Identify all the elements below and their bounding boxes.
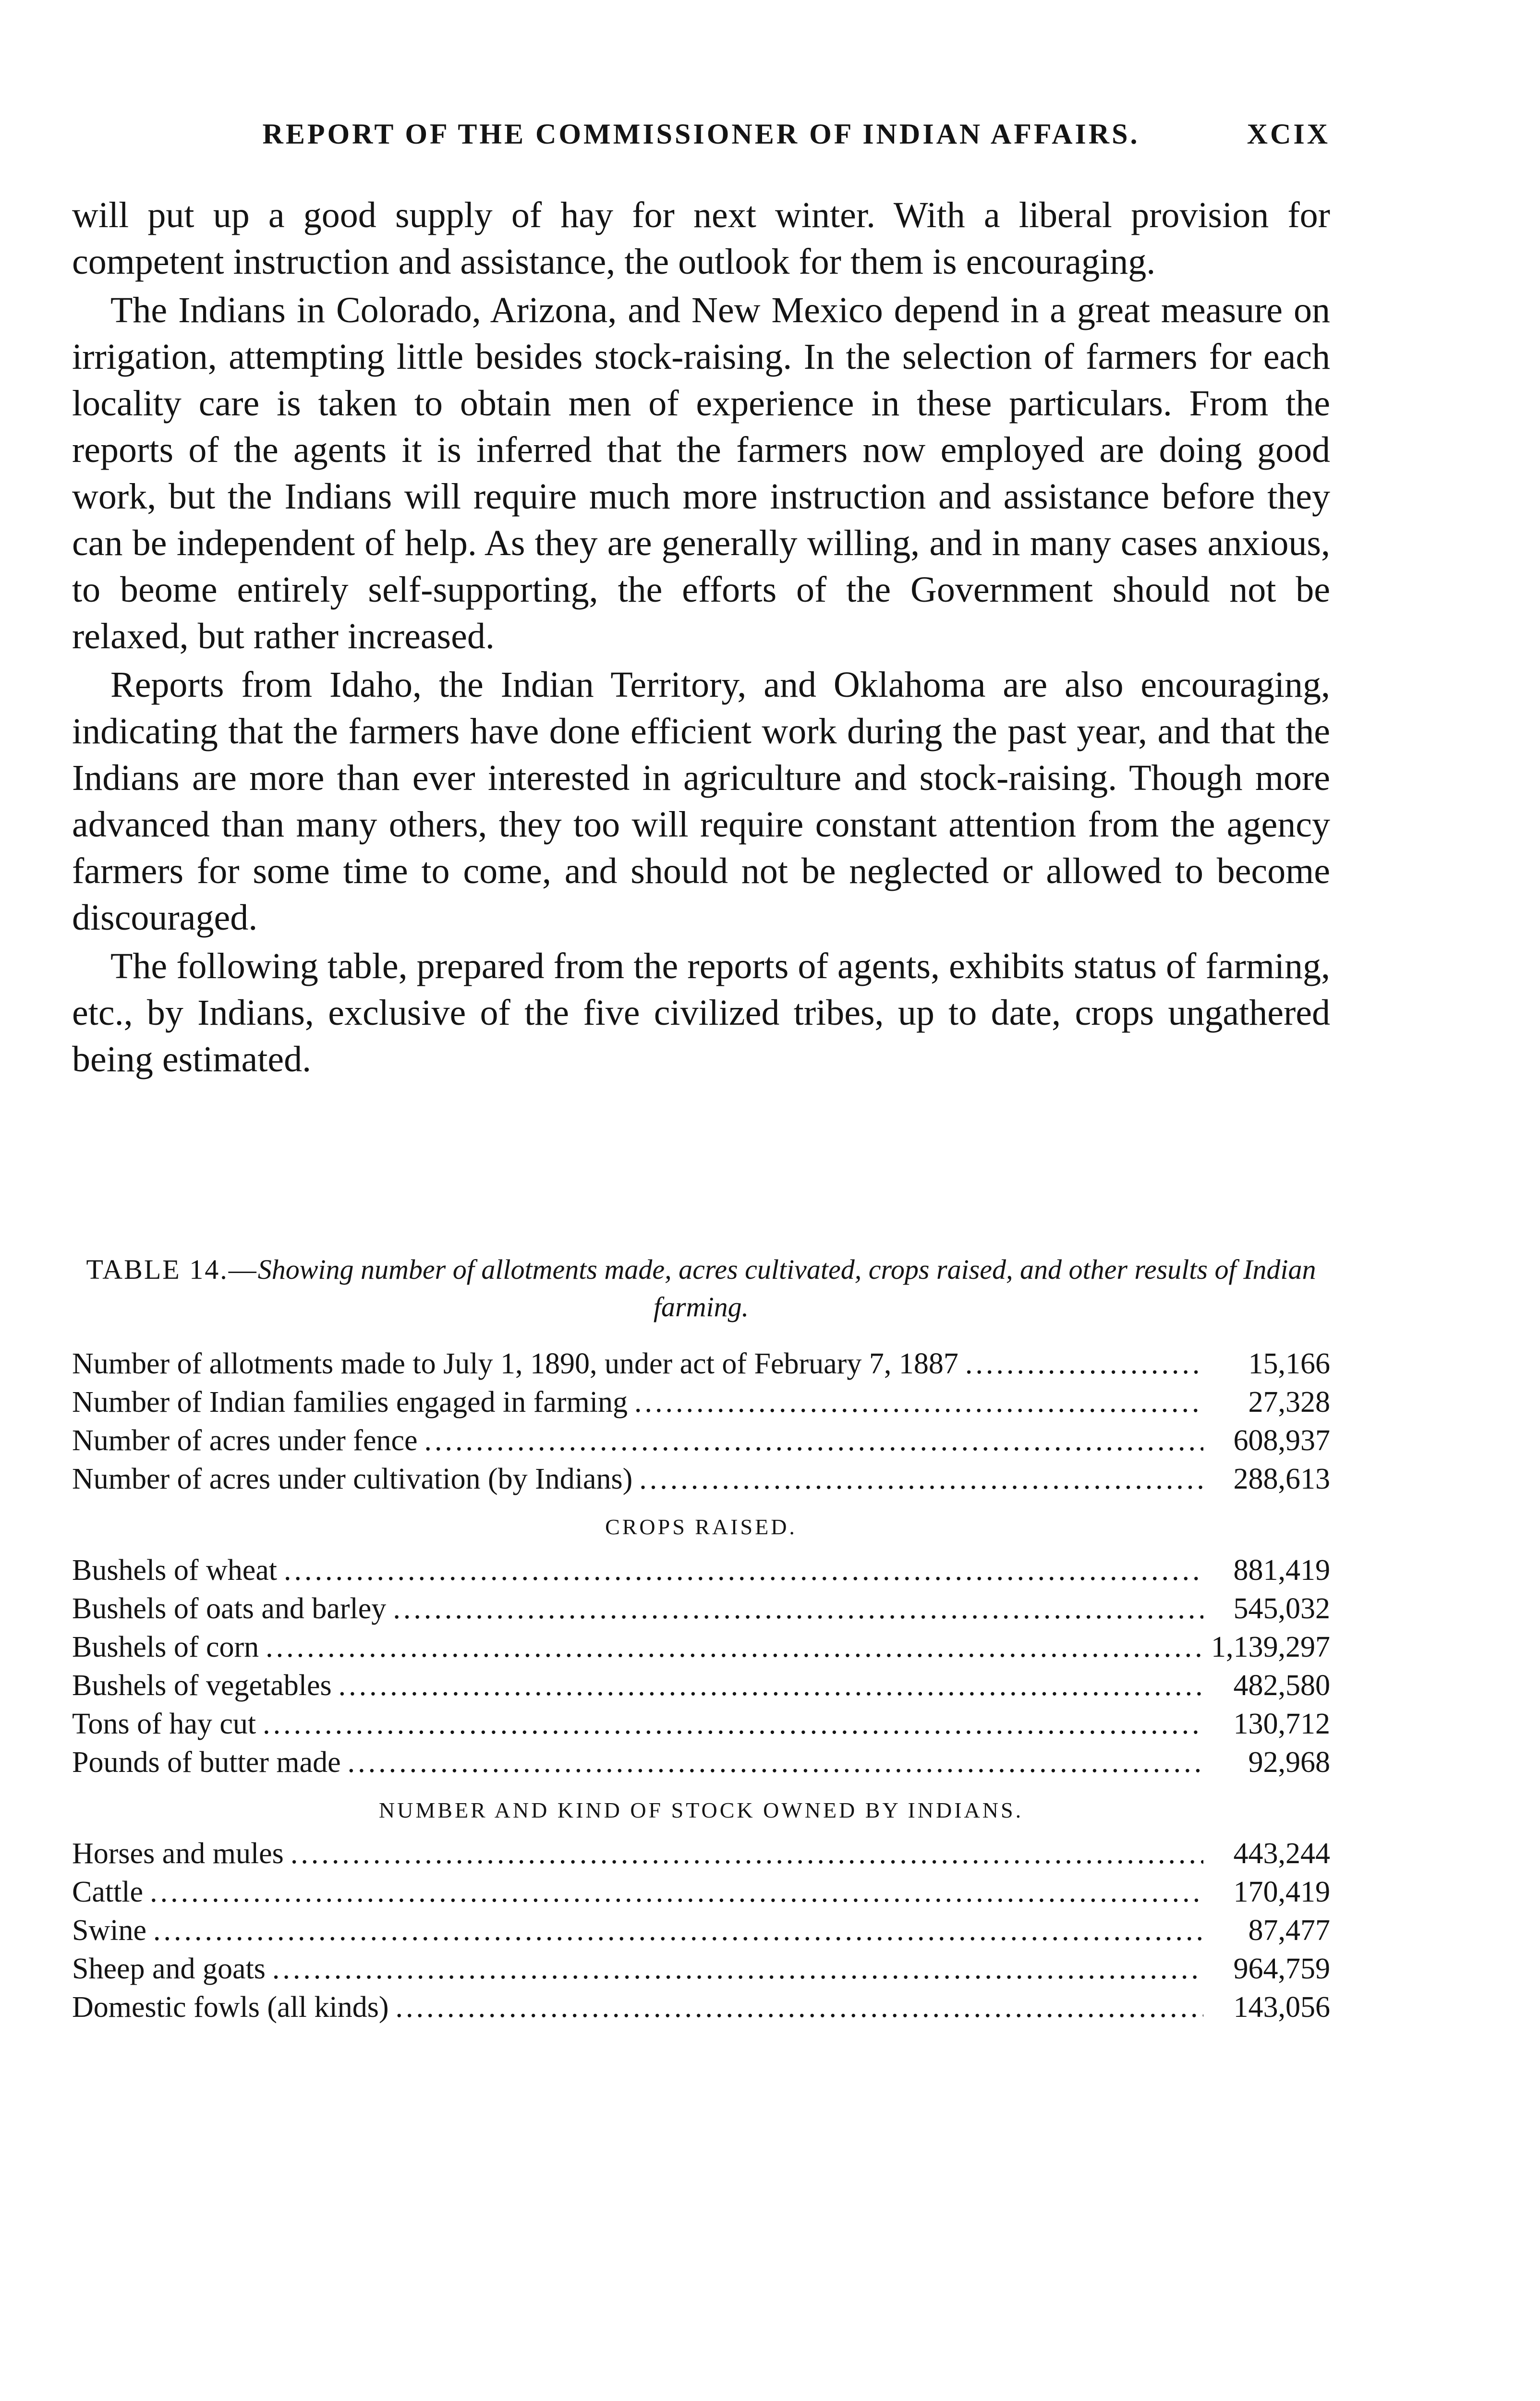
row-label: Bushels of vegetables bbox=[72, 1669, 332, 1702]
crops-section-heading: CROPS RAISED. bbox=[605, 1515, 797, 1539]
report-page bbox=[72, 0, 1330, 2401]
table-row bbox=[72, 1345, 1330, 1383]
paragraph-1: will put up a good supply of hay for next winter. With a liberal provision for competent instruction and assistance, the outlook for them is encouraging. bbox=[72, 195, 1330, 282]
row-label: Bushels of corn bbox=[72, 1631, 259, 1663]
table-description: Showing number of allotments made, acres cultivated, crops raised, and other results of Indian farming. bbox=[257, 1254, 1316, 1322]
table-row bbox=[72, 1950, 1330, 1988]
body-text bbox=[72, 192, 1330, 1085]
row-value: 288,613 bbox=[1233, 1463, 1330, 1495]
row-label: Sheep and goats bbox=[72, 1952, 266, 1985]
row-value: 881,419 bbox=[1233, 1554, 1330, 1587]
table-row bbox=[72, 1705, 1330, 1743]
stock-section-heading: NUMBER AND KIND OF STOCK OWNED BY INDIANS. bbox=[378, 1798, 1024, 1822]
table-row bbox=[72, 1911, 1330, 1950]
row-value: 964,759 bbox=[1233, 1952, 1330, 1985]
row-value: 143,056 bbox=[1233, 1991, 1330, 2024]
running-head-title: REPORT OF THE COMMISSIONER OF INDIAN AFFAIRS. bbox=[262, 118, 1140, 150]
table-row bbox=[72, 1988, 1330, 2026]
row-value: 545,032 bbox=[1233, 1592, 1330, 1625]
row-label: Tons of hay cut bbox=[72, 1708, 256, 1740]
table-row bbox=[72, 1873, 1330, 1911]
paragraph-4: The following table, prepared from the reports of agents, exhibits status of farming, etc., by Indians, exclusive of the five civilized tribes, up to date, crops ungathered being estimated. bbox=[72, 946, 1330, 1079]
table-caption bbox=[72, 1251, 1330, 1326]
row-value: 170,419 bbox=[1233, 1876, 1330, 1908]
row-value: 130,712 bbox=[1233, 1708, 1330, 1740]
row-label: Number of acres under fence bbox=[72, 1424, 418, 1457]
table-row bbox=[72, 1666, 1330, 1705]
row-value: 1,139,297 bbox=[1211, 1631, 1330, 1663]
table-row bbox=[72, 1460, 1330, 1498]
row-label: Horses and mules bbox=[72, 1837, 284, 1870]
table-row bbox=[72, 1589, 1330, 1628]
table-row bbox=[72, 1834, 1330, 1873]
row-label: Number of allotments made to July 1, 1890, under act of February 7, 1887 bbox=[72, 1347, 958, 1380]
paragraph-2: The Indians in Colorado, Arizona, and New Mexico depend in a great measure on irrigation, attempting little besides stock-raising. In the selection of farmers for each locality care is taken to obtain men of experience in these particulars. From the reports of the agents it is inferred that the farmers now employed are doing good work, but the Indians will require much more instruction and assistance before they can be independent of help. As they are generally willing, and in many cases anxious, to beome entirely self-supporting, the efforts of the Government should not be relaxed, but rather increased. bbox=[72, 290, 1330, 656]
table-label: TABLE 14.— bbox=[86, 1254, 258, 1285]
row-value: 482,580 bbox=[1233, 1669, 1330, 1702]
row-label: Number of acres under cultivation (by Indians) bbox=[72, 1463, 633, 1495]
row-label: Domestic fowls (all kinds) bbox=[72, 1991, 389, 2024]
row-label: Number of Indian families engaged in farming bbox=[72, 1386, 628, 1419]
row-label: Swine bbox=[72, 1914, 146, 1947]
paragraph-3: Reports from Idaho, the Indian Territory, and Oklahoma are also encouraging, indicating that the farmers have done efficient work during the past year, and that the Indians are more than ever interested in agriculture and stock-raising. Though more advanced than many others, they too will require constant attention from the agency farmers for some time to come, and should not be neglected or allowed to become discouraged. bbox=[72, 665, 1330, 938]
row-label: Cattle bbox=[72, 1876, 144, 1908]
row-value: 608,937 bbox=[1233, 1424, 1330, 1457]
row-label: Pounds of butter made bbox=[72, 1746, 341, 1779]
row-label: Bushels of oats and barley bbox=[72, 1592, 387, 1625]
row-value: 92,968 bbox=[1248, 1746, 1330, 1779]
farming-summary-table bbox=[72, 1345, 1330, 2026]
table-row bbox=[72, 1551, 1330, 1589]
row-label: Bushels of wheat bbox=[72, 1554, 278, 1587]
table-row bbox=[72, 1743, 1330, 1782]
row-value: 27,328 bbox=[1248, 1386, 1330, 1419]
running-head bbox=[72, 118, 1330, 151]
row-value: 15,166 bbox=[1248, 1347, 1330, 1380]
table-row bbox=[72, 1383, 1330, 1421]
row-value: 87,477 bbox=[1248, 1914, 1330, 1947]
row-value: 443,244 bbox=[1233, 1837, 1330, 1870]
page-number: XCIX bbox=[1247, 118, 1330, 150]
table-row bbox=[72, 1421, 1330, 1460]
table-row bbox=[72, 1628, 1330, 1666]
